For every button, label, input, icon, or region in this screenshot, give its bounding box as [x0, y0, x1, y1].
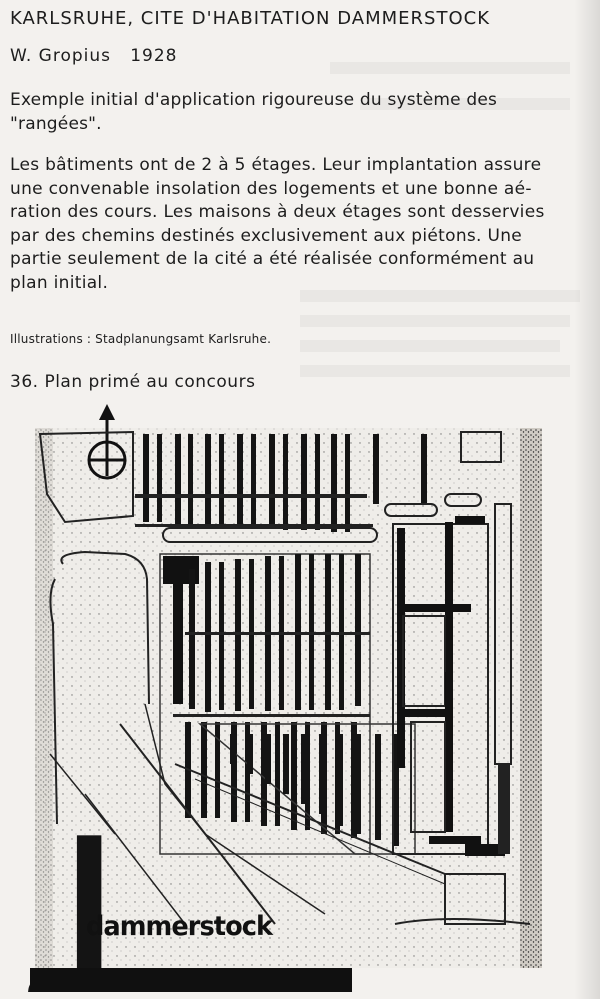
intro-paragraph: Exemple initial d'application rigoureuse du système des "rangées".: [10, 90, 498, 134]
illustration-credits: Illustrations : Stadplanungsamt Karlsruhe.: [10, 332, 272, 346]
body-line: ration des cours. Les maisons à deux étages sont desservies: [10, 202, 545, 222]
body-paragraph: [10, 154, 590, 295]
logo-underline-bar: [30, 968, 352, 992]
author-and-year: W. Gropius 1928: [10, 46, 178, 66]
body-line: Les bâtiments ont de 2 à 5 étages. Leur implantation assure: [10, 155, 542, 175]
page-edge-shadow: [574, 0, 600, 999]
figure-caption: 36. Plan primé au concours: [10, 372, 256, 392]
body-line: une convenable insolation des logements et une bonne aé-: [10, 178, 532, 199]
body-line: par des chemins destinés exclusivement aux piétons. Une: [10, 225, 523, 246]
logo-wordmark: dammerstock: [86, 911, 273, 942]
body-line: plan initial.: [10, 272, 109, 293]
page-title: KARLSRUHE, CITE D'HABITATION DAMMERSTOCK: [10, 8, 491, 29]
body-line: partie seulement de la cité a été réalisée conformément au: [10, 249, 535, 269]
dammerstock-logo: [28, 752, 298, 992]
